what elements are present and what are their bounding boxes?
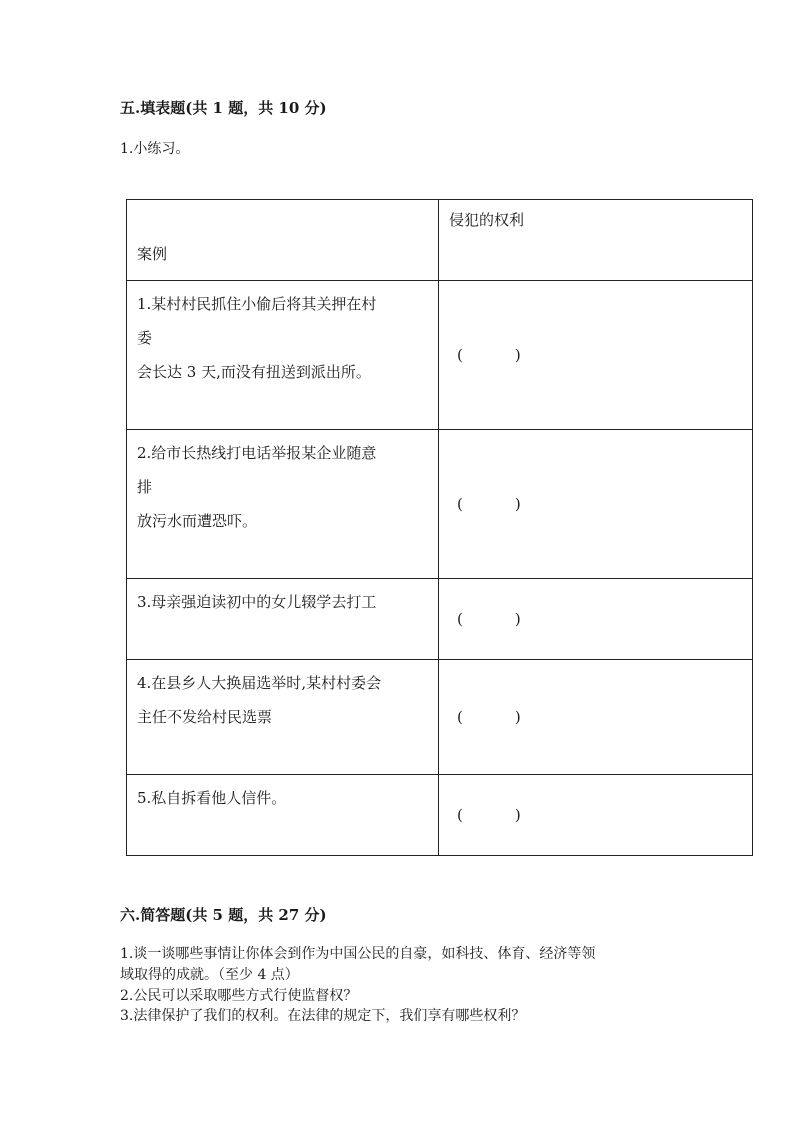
answer-blank[interactable]: ( ): [457, 806, 521, 824]
table-header-row: [127, 200, 753, 281]
case-line: 委: [137, 329, 153, 347]
answer-cell[interactable]: [439, 281, 753, 430]
case-line: 3.母亲强迫读初中的女儿辍学去打工: [137, 593, 377, 611]
table-row: [127, 660, 753, 775]
case-line: 放污水而遭恐吓。: [137, 512, 258, 530]
case-line: 会长达 3 天,而没有扭送到派出所。: [137, 363, 371, 381]
case-cell: [127, 281, 439, 430]
question-text-line: 域取得的成就。（至少 4 点）: [120, 967, 299, 983]
table-row: [127, 281, 753, 430]
case-line: 2.给市长热线打电话举报某企业随意: [137, 444, 377, 462]
answer-cell[interactable]: [439, 579, 753, 660]
answer-blank[interactable]: ( ): [457, 610, 521, 628]
case-cell: [127, 579, 439, 660]
case-cell: [127, 660, 439, 775]
header-infringed-right: 侵犯的权利: [439, 200, 753, 281]
table-row: [127, 430, 753, 579]
question-1-prompt: 1.小练习。: [120, 141, 190, 157]
case-line: 1.某村村民抓住小偷后将其关押在村: [137, 295, 377, 313]
question-text-line: 1.谈一谈哪些事情让你体会到作为中国公民的自豪，如科技、体育、经济等领: [120, 946, 596, 962]
answer-cell[interactable]: [439, 775, 753, 856]
answer-blank[interactable]: ( ): [457, 495, 521, 513]
question-text-line: 2.公民可以采取哪些方式行使监督权？: [120, 988, 358, 1004]
case-line: 4.在县乡人大换届选举时,某村村委会: [137, 674, 382, 692]
case-cell: [127, 430, 439, 579]
table-row: [127, 579, 753, 660]
answer-blank[interactable]: ( ): [457, 708, 521, 726]
section-6-title: 六.简答题(共 5 题，共 27 分): [120, 906, 327, 924]
case-line: 排: [137, 478, 153, 496]
table-row: [127, 775, 753, 856]
header-case: 案例: [127, 200, 439, 281]
answer-cell[interactable]: [439, 430, 753, 579]
answer-blank[interactable]: ( ): [457, 346, 521, 364]
case-line: 主任不发给村民选票: [137, 708, 273, 726]
answer-cell[interactable]: [439, 660, 753, 775]
question-text-line: 3.法律保护了我们的权利。在法律的规定下，我们享有哪些权利？: [120, 1008, 526, 1024]
case-line: 5.私自拆看他人信件。: [137, 789, 287, 807]
case-cell: [127, 775, 439, 856]
rights-case-table: [126, 199, 753, 856]
section-5-title: 五.填表题(共 1 题，共 10 分): [120, 99, 327, 117]
